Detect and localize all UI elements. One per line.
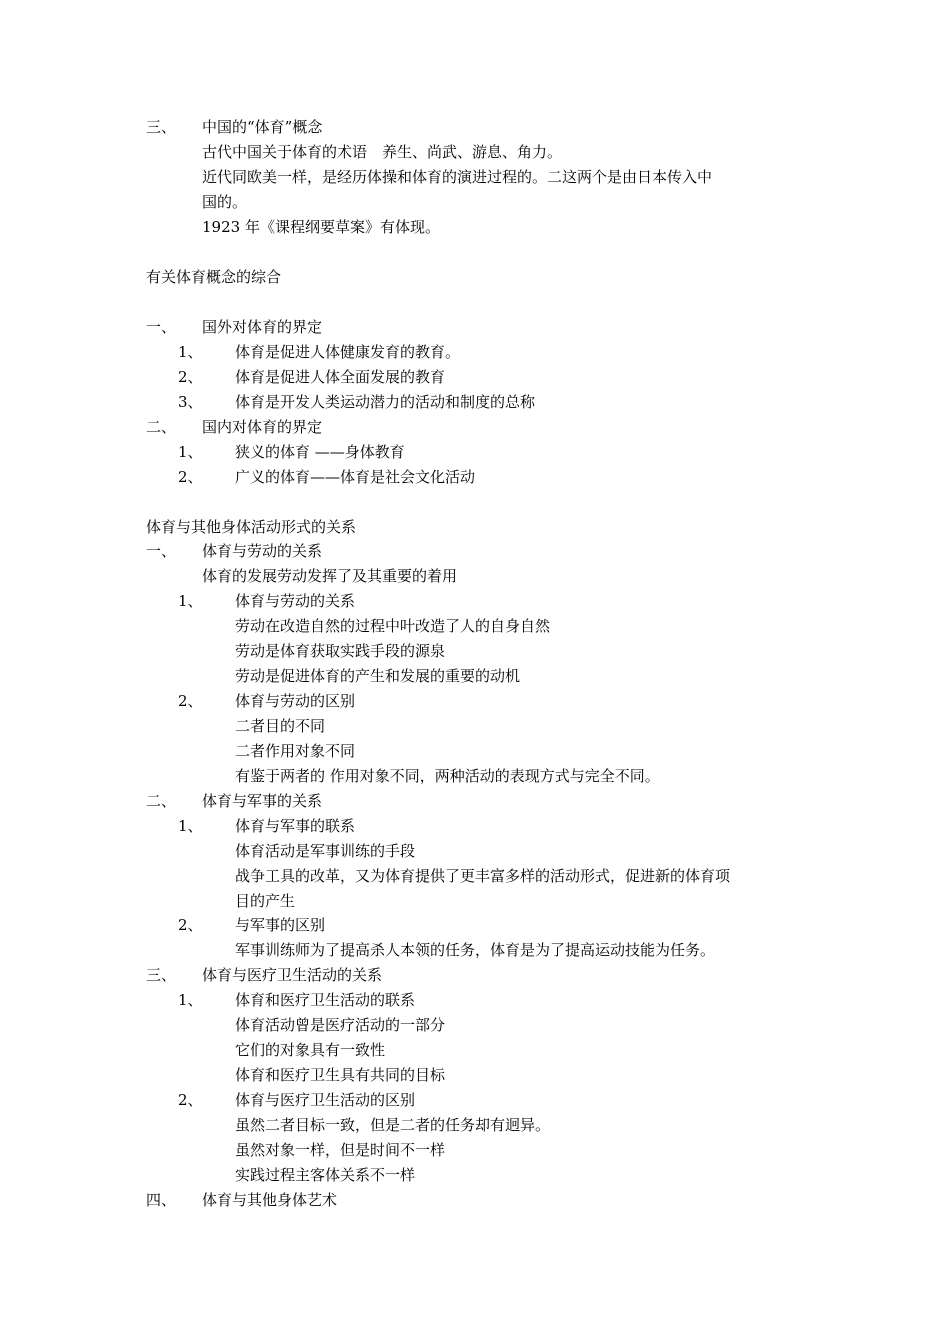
paragraph-line: 体育活动是军事训练的手段 [235, 842, 416, 860]
heading: 有关体育概念的综合 [146, 268, 282, 286]
list-item: 体育是促进人体健康发育的教育。 [235, 343, 461, 361]
list-item: 广义的体育——体育是社会文化活动 [235, 468, 476, 486]
section-number: 二、 [146, 418, 177, 436]
list-item: 体育是促进人体全面发展的教育 [235, 368, 446, 386]
subsection-title: 体育与医疗卫生活动的区别 [235, 1091, 416, 1109]
section-title: 体育与劳动的关系 [202, 542, 323, 560]
paragraph-line: 军事训练师为了提高杀人本领的任务，体育是为了提高运动技能为任务。 [235, 941, 716, 959]
subsection-title: 体育与劳动的关系 [235, 592, 356, 610]
section-title: 国外对体育的界定 [202, 318, 323, 336]
paragraph-line: 体育和医疗卫生具有共同的目标 [235, 1066, 446, 1084]
paragraph-line: 古代中国关于体育的术语 养生、尚武、游息、角力。 [202, 143, 563, 161]
subsection-title: 体育与军事的联系 [235, 817, 356, 835]
paragraph-line: 实践过程主客体关系不一样 [235, 1166, 416, 1184]
section-number: 三、 [146, 966, 177, 984]
paragraph-line: 虽然二者目标一致，但是二者的任务却有迥异。 [235, 1116, 551, 1134]
paragraph-line: 近代同欧美一样，是经历体操和体育的演进过程的。二这两个是由日本传入中 [202, 168, 713, 186]
list-item: 狭义的体育 ——身体教育 [235, 443, 405, 461]
subsection-title: 与军事的区别 [235, 916, 326, 934]
section-number: 一、 [146, 542, 177, 560]
item-number: 2、 [178, 916, 203, 934]
paragraph-line: 体育的发展劳动发挥了及其重要的着用 [202, 567, 458, 585]
subsection-title: 体育与劳动的区别 [235, 692, 356, 710]
section-number: 三、 [146, 118, 177, 136]
section-title: 国内对体育的界定 [202, 418, 323, 436]
item-number: 2、 [178, 1091, 203, 1109]
paragraph-line: 1923 年《课程纲要草案》有体现。 [202, 218, 440, 236]
item-number: 1、 [178, 991, 203, 1009]
paragraph-line: 二者作用对象不同 [235, 742, 356, 760]
paragraph-line: 劳动在改造自然的过程中叶改造了人的自身自然 [235, 617, 551, 635]
section-title: 体育与医疗卫生活动的关系 [202, 966, 383, 984]
paragraph-line: 战争工具的改革，又为体育提供了更丰富多样的活动形式，促进新的体育项 [235, 867, 731, 885]
paragraph-line: 二者目的不同 [235, 717, 326, 735]
paragraph-line: 虽然对象一样，但是时间不一样 [235, 1141, 446, 1159]
paragraph-line: 劳动是体育获取实践手段的源泉 [235, 642, 446, 660]
item-number: 3、 [178, 393, 203, 411]
item-number: 2、 [178, 368, 203, 386]
section-number: 一、 [146, 318, 177, 336]
paragraph-line: 有鉴于两者的 作用对象不同，两种活动的表现方式与完全不同。 [235, 767, 660, 785]
paragraph-line: 国的。 [202, 193, 248, 211]
item-number: 1、 [178, 592, 203, 610]
item-number: 1、 [178, 817, 203, 835]
heading: 体育与其他身体活动形式的关系 [146, 518, 357, 536]
item-number: 2、 [178, 468, 203, 486]
paragraph-line: 它们的对象具有一致性 [235, 1041, 386, 1059]
section-number: 四、 [146, 1191, 177, 1209]
list-item: 体育是开发人类运动潜力的活动和制度的总称 [235, 393, 536, 411]
item-number: 2、 [178, 692, 203, 710]
section-title: 体育与军事的关系 [202, 792, 323, 810]
section-title: 中国的“体育”概念 [202, 118, 323, 136]
section-number: 二、 [146, 792, 177, 810]
section-title: 体育与其他身体艺术 [202, 1191, 338, 1209]
paragraph-line: 劳动是促进体育的产生和发展的重要的动机 [235, 667, 521, 685]
item-number: 1、 [178, 343, 203, 361]
subsection-title: 体育和医疗卫生活动的联系 [235, 991, 416, 1009]
paragraph-line: 体育活动曾是医疗活动的一部分 [235, 1016, 446, 1034]
paragraph-line: 目的产生 [235, 892, 296, 910]
item-number: 1、 [178, 443, 203, 461]
